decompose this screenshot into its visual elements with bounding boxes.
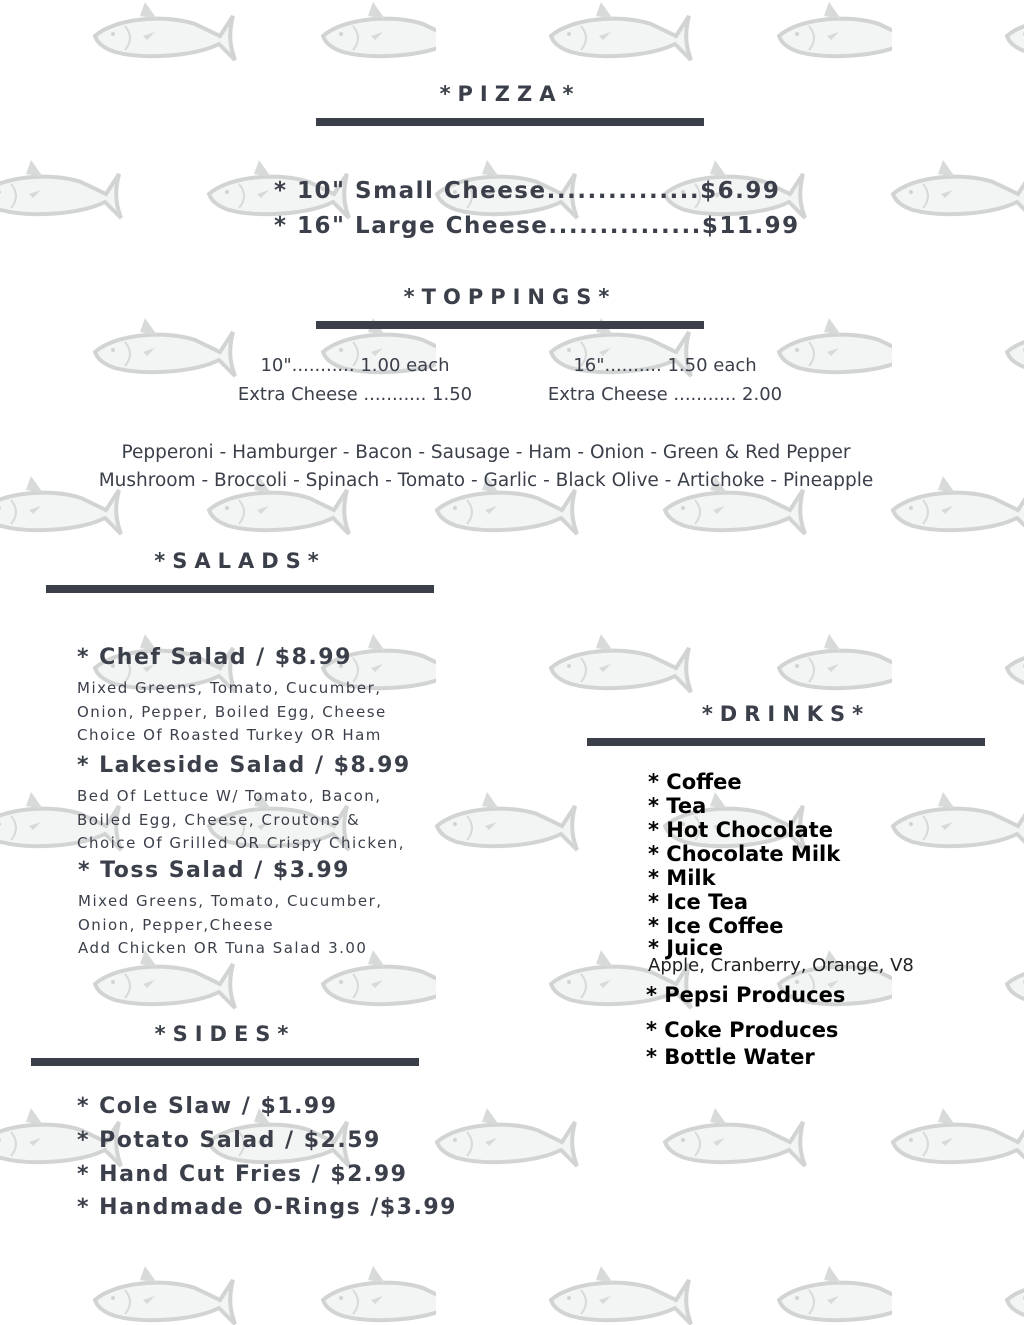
salad-item-name: * Toss Salad / $3.99 (78, 858, 350, 883)
toppings-10-extra-cheese: Extra Cheese ........... 1.50 (237, 384, 473, 405)
drink-item: * Bottle Water (646, 1045, 815, 1069)
desc-line: Choice Of Roasted Turkey OR Ham (77, 726, 382, 744)
toppings-16-extra-cheese: Extra Cheese ........... 2.00 (547, 384, 783, 405)
drinks-list (648, 770, 840, 958)
drink-item: * Coffee (648, 770, 742, 794)
toppings-divider (316, 321, 704, 329)
desc-line: Mixed Greens, Tomato, Cucumber, (78, 892, 383, 910)
desc-line: Mixed Greens, Tomato, Cucumber, (77, 679, 382, 697)
desc-line: Add Chicken OR Tuna Salad 3.00 (78, 939, 368, 957)
drink-item: * Ice Coffee (648, 914, 784, 938)
salad-item-description (77, 677, 387, 748)
salad-item-name: * Chef Salad / $8.99 (77, 645, 352, 670)
salad-item-description (78, 890, 383, 961)
drink-item: * Hot Chocolate (648, 818, 833, 842)
sides-divider (31, 1058, 419, 1066)
desc-line: Onion, Pepper, Boiled Egg, Cheese (77, 702, 387, 721)
drinks-section-title: *DRINKS* (701, 702, 871, 726)
salad-item-description (77, 785, 405, 856)
juice-options: Apple, Cranberry, Orange, V8 (648, 955, 914, 976)
drink-item: * Tea (648, 794, 707, 818)
drinks-divider (587, 738, 985, 746)
sides-section-title: *SIDES* (154, 1022, 296, 1046)
toppings-section-title: *TOPPINGS* (403, 285, 617, 309)
drink-item: * Chocolate Milk (648, 842, 841, 866)
toppings-list-line-1: Pepperoni - Hamburger - Bacon - Sausage - Ham - Onion - Green & Red Pepper (121, 442, 851, 463)
side-item: * Hand Cut Fries / $2.99 (77, 1162, 408, 1187)
side-item: * Handmade O-Rings /$3.99 (77, 1195, 457, 1220)
drink-item: * Ice Tea (648, 890, 749, 914)
toppings-list-line-2: Mushroom - Broccoli - Spinach - Tomato - Garlic - Black Olive - Artichoke - Pineapple (98, 470, 874, 491)
side-item: * Potato Salad / $2.59 (77, 1128, 381, 1153)
desc-line: Boiled Egg, Cheese, Croutons & (77, 810, 361, 829)
salad-item-name: * Lakeside Salad / $8.99 (77, 753, 411, 778)
drink-item: * Milk (648, 866, 716, 890)
pizza-item-small: * 10" Small Cheese...............$6.99 (274, 178, 781, 204)
desc-line: Choice Of Grilled OR Crispy Chicken, (77, 834, 406, 852)
toppings-10-price: 10"........... 1.00 each (260, 355, 450, 376)
pizza-section-title: *PIZZA* (439, 82, 581, 106)
drink-item: * Pepsi Produces (646, 983, 846, 1007)
salads-section-title: *SALADS* (154, 549, 326, 573)
toppings-16-price: 16".......... 1.50 each (573, 355, 757, 376)
side-item: * Cole Slaw / $1.99 (77, 1094, 338, 1119)
pizza-divider (316, 118, 704, 126)
drink-item: * Coke Produces (646, 1018, 839, 1042)
drink-item: * Juice (648, 936, 723, 960)
desc-line: Onion, Pepper,Cheese (78, 915, 275, 934)
desc-line: Bed Of Lettuce W/ Tomato, Bacon, (77, 787, 382, 805)
pizza-item-large: * 16" Large Cheese...............$11.99 (274, 213, 800, 239)
salads-divider (46, 585, 434, 593)
